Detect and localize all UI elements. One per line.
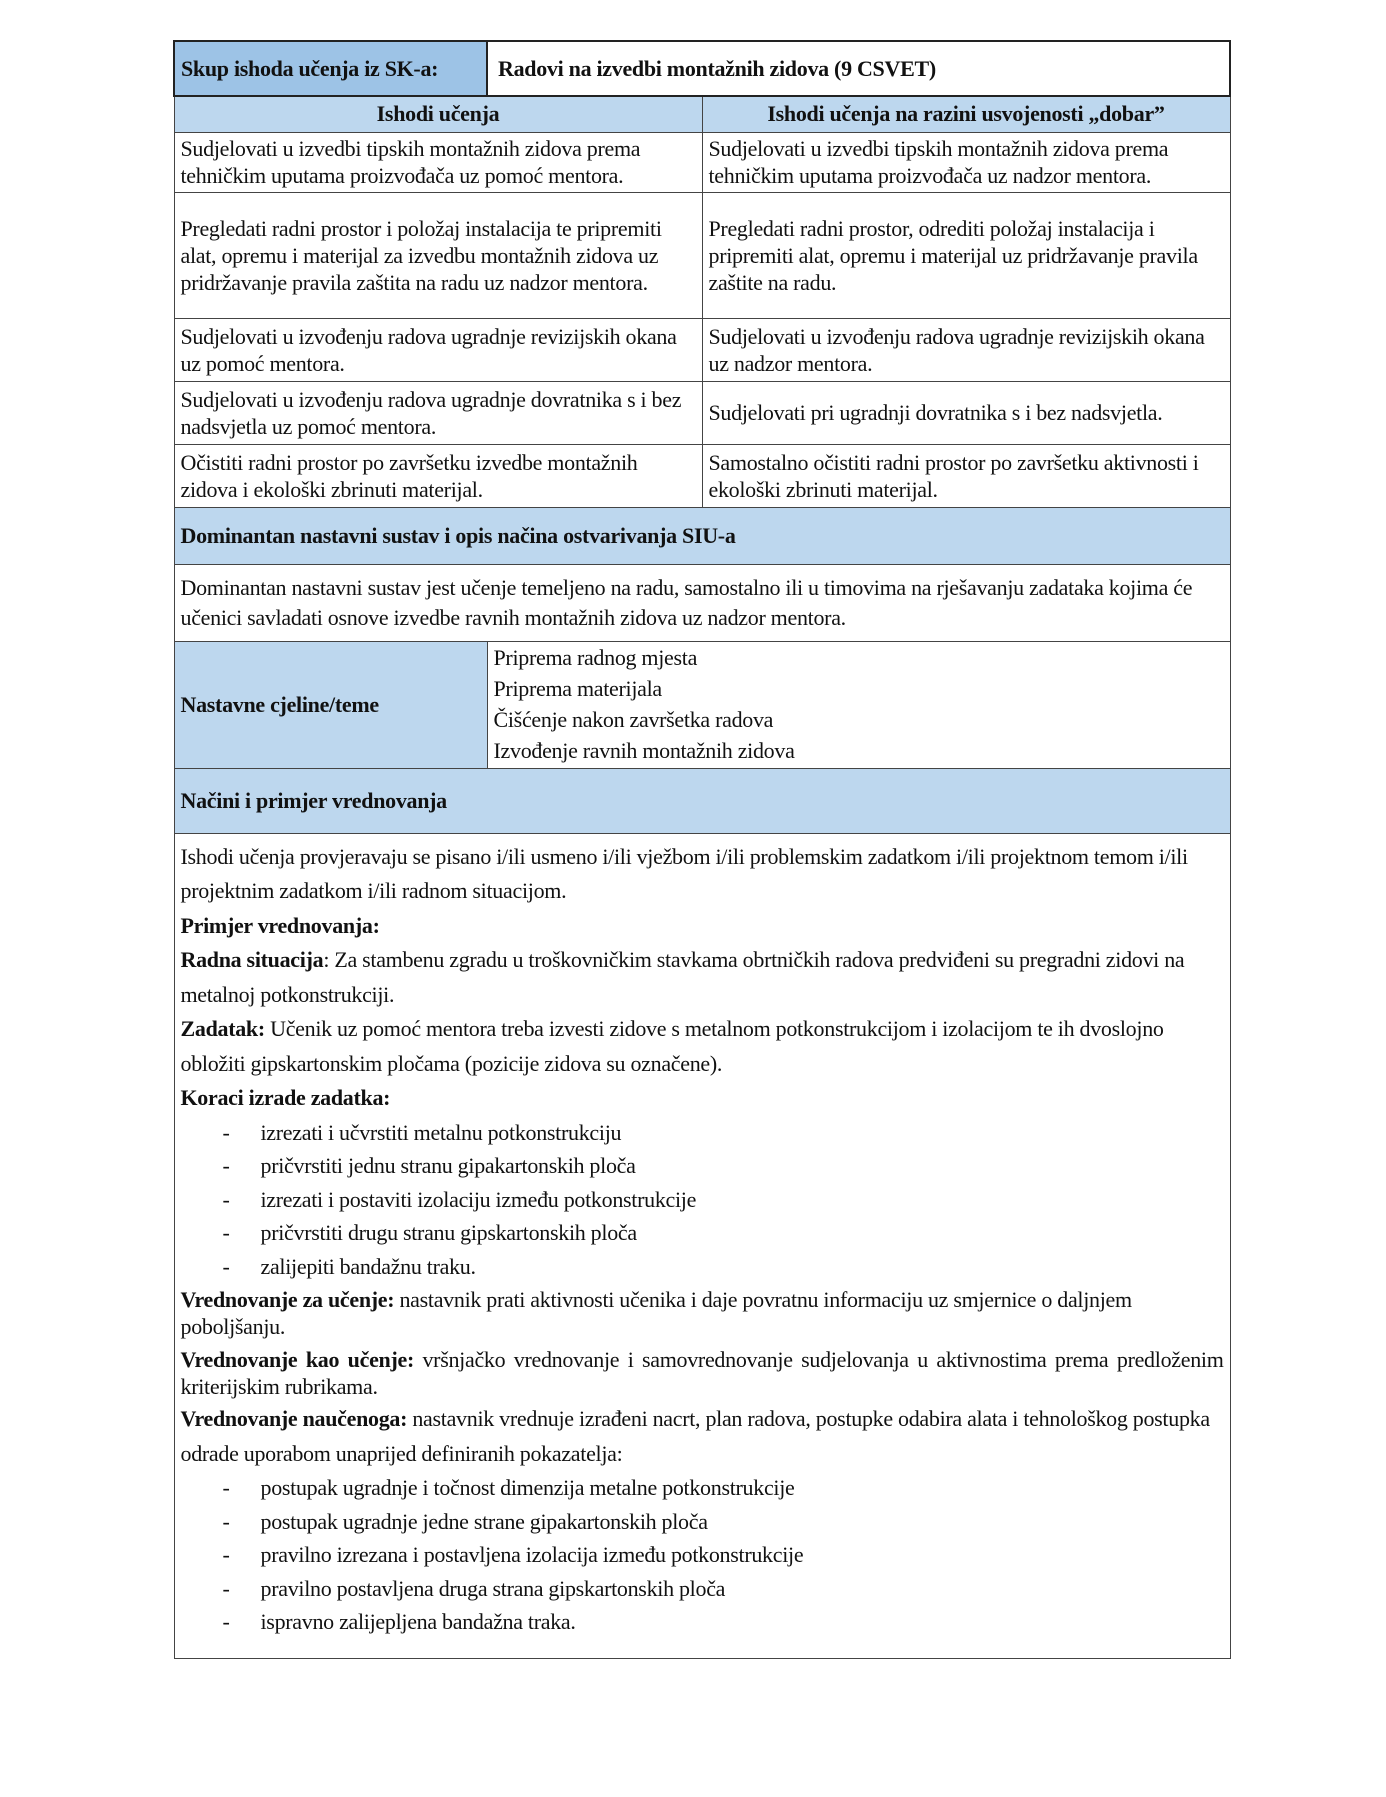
evaluation-body bbox=[174, 833, 1230, 1658]
outcome-cell: Pregledati radni prostor i položaj instalacija te pripremiti alat, opremu i materijal za izvedbu montažnih zidova uz pridržavanje pravila zaštita na radu uz nadzor mentora. bbox=[174, 192, 702, 318]
topics-label: Nastavne cjeline/teme bbox=[174, 641, 487, 768]
steps-heading: Koraci izrade zadatka: bbox=[180, 1085, 391, 1110]
dash-bullet-icon: - bbox=[222, 1119, 230, 1145]
topic-item: Čišćenje nakon završetka radova bbox=[493, 706, 774, 732]
eval-as-learning: Vrednovanje kao učenje: vršnjačko vrednovanje i samovrednovanje sudjelovanja u aktivnostima prema predloženim kriterijskim rubrikama. bbox=[180, 1347, 1224, 1399]
topic-item: Priprema radnog mjesta bbox=[493, 644, 698, 670]
dominant-text-row bbox=[174, 564, 1230, 641]
indicator-item: - postupak ugradnje jedne strane gipakartonskih ploča bbox=[181, 1505, 1224, 1539]
work-situation-label: Radna situacija bbox=[180, 947, 324, 972]
outcome-row bbox=[174, 192, 1230, 318]
outcome-row bbox=[174, 132, 1230, 192]
good-level-cell: Sudjelovati u izvođenju radova ugradnje revizijskih okana uz nadzor mentora. bbox=[702, 318, 1230, 381]
good-level-cell: Sudjelovati pri ugradnji dovratnika s i bez nadsvjetla. bbox=[702, 381, 1230, 444]
dash-bullet-icon: - bbox=[222, 1508, 230, 1534]
indicators-list bbox=[181, 1471, 1224, 1639]
outcome-cell: Sudjelovati u izvedbi tipskih montažnih zidova prema tehničkim uputama proizvođača uz pomoć mentora. bbox=[174, 132, 702, 192]
outcomes-table bbox=[173, 40, 1231, 1659]
task-label: Zadatak: bbox=[180, 1016, 265, 1041]
topics-row bbox=[174, 641, 1230, 768]
outcome-cell: Sudjelovati u izvođenju radova ugradnje dovratnika s i bez nadsvjetla uz pomoć mentora. bbox=[174, 381, 702, 444]
set-label: Skup ishoda učenja iz SK-a: bbox=[174, 41, 487, 96]
outcome-cell: Očistiti radni prostor po završetku izvedbe montažnih zidova i ekološki zbrinuti materijal. bbox=[174, 444, 702, 507]
eval-for-learning: Vrednovanje za učenje: nastavnik prati aktivnosti učenika i daje povratnu informaciju uz smjernice o daljnjem poboljšanju. bbox=[180, 1287, 1132, 1339]
topics-list bbox=[487, 641, 1230, 768]
col-header-good-level: Ishodi učenja na razini usvojenosti „dobar” bbox=[702, 96, 1230, 132]
set-title: Radovi na izvedbi montažnih zidova (9 CSVET) bbox=[487, 41, 1230, 96]
step-item: - pričvrstiti drugu stranu gipskartonskih ploča bbox=[181, 1216, 1224, 1250]
outcome-cell: Sudjelovati u izvođenju radova ugradnje revizijskih okana uz pomoć mentora. bbox=[174, 318, 702, 381]
dash-bullet-icon: - bbox=[222, 1153, 230, 1178]
step-item: - izrezati i postaviti izolaciju između potkonstrukcije bbox=[181, 1183, 1224, 1217]
dominant-title: Dominantan nastavni sustav i opis načina ostvarivanja SIU-a bbox=[174, 507, 1230, 564]
evaluation-intro: Ishodi učenja provjeravaju se pisano i/ili usmeno i/ili vježbom i/ili problemskim zadatkom i/ili projektnom temom i/ili projektnim zadatkom i/ili radnom situacijom. bbox=[180, 843, 1188, 903]
task bbox=[181, 1012, 1224, 1081]
eval-of-learning: Vrednovanje naučenoga: nastavnik vrednuje izrađeni nacrt, plan radova, postupke odabira alata i tehnološkog postupka odrade uporabom unaprijed definiranih pokazatelja: bbox=[180, 1406, 1210, 1466]
indicator-item: - postupak ugradnje i točnost dimenzija metalne potkonstrukcije bbox=[181, 1471, 1224, 1505]
steps-list bbox=[181, 1116, 1224, 1284]
outcomes-header-row bbox=[174, 96, 1230, 132]
eval-of-learning-label: Vrednovanje naučenoga: bbox=[180, 1406, 408, 1431]
indicator-item: - pravilno postavljena druga strana gipskartonskih ploča bbox=[181, 1572, 1224, 1606]
work-situation-text: : Za stambenu zgradu u troškovničkim stavkama obrtničkih radova predviđeni su pregradni zidovi na metalnoj potkonstrukciji. bbox=[180, 947, 1185, 1007]
eval-for-learning-label: Vrednovanje za učenje: bbox=[180, 1287, 395, 1312]
outcome-row bbox=[174, 318, 1230, 381]
indicator-item: - ispravno zalijepljena bandažna traka. bbox=[181, 1605, 1224, 1639]
dash-bullet-icon: - bbox=[222, 1575, 230, 1601]
title-row bbox=[174, 41, 1230, 96]
evaluation-title: Načini i primjer vrednovanja bbox=[174, 768, 1230, 833]
evaluation-body-row bbox=[174, 833, 1230, 1658]
curriculum-document bbox=[173, 40, 1229, 1659]
good-level-cell: Sudjelovati u izvedbi tipskih montažnih zidova prema tehničkim uputama proizvođača uz nadzor mentora. bbox=[702, 132, 1230, 192]
dominant-text: Dominantan nastavni sustav jest učenje temeljeno na radu, samostalno ili u timovima na rješavanju zadataka kojima će učenici savladati osnove izvedbe ravnih montažnih zidova uz nadzor mentora. bbox=[174, 564, 1230, 641]
topic-item: Izvođenje ravnih montažnih zidova bbox=[493, 737, 795, 763]
task-text: Učenik uz pomoć mentora treba izvesti zidove s metalnom potkonstrukcijom i izolacijom te ih dvoslojno obložiti gipskartonskim pločama (pozicije zidova su označene). bbox=[180, 1016, 1164, 1076]
indicator-item: - pravilno izrezana i postavljena izolacija između potkonstrukcije bbox=[181, 1538, 1224, 1572]
eval-as-learning-label: Vrednovanje kao učenje: bbox=[180, 1347, 414, 1372]
dominant-header-row bbox=[174, 507, 1230, 564]
good-level-cell: Pregledati radni prostor, odrediti položaj instalacija i pripremiti alat, opremu i materijal uz pridržavanje pravila zaštite na radu. bbox=[702, 192, 1230, 318]
step-item: - pričvrstiti jednu stranu gipakartonskih ploča bbox=[181, 1149, 1224, 1183]
dash-bullet-icon: - bbox=[222, 1475, 230, 1500]
work-situation bbox=[181, 943, 1224, 1012]
good-level-cell: Samostalno očistiti radni prostor po završetku aktivnosti i ekološki zbrinuti materijal. bbox=[702, 444, 1230, 507]
topic-item: Priprema materijala bbox=[493, 675, 662, 701]
step-item: - zalijepiti bandažnu traku. bbox=[181, 1250, 1224, 1284]
step-item: - izrezati i učvrstiti metalnu potkonstrukciju bbox=[181, 1116, 1224, 1150]
outcome-row bbox=[174, 381, 1230, 444]
dash-bullet-icon: - bbox=[222, 1609, 230, 1634]
col-header-outcomes: Ishodi učenja bbox=[174, 96, 702, 132]
dash-bullet-icon: - bbox=[222, 1542, 230, 1567]
dash-bullet-icon: - bbox=[222, 1253, 230, 1279]
example-heading: Primjer vrednovanja: bbox=[180, 912, 380, 938]
outcome-row bbox=[174, 444, 1230, 507]
evaluation-header-row bbox=[174, 768, 1230, 833]
dash-bullet-icon: - bbox=[222, 1220, 230, 1245]
dash-bullet-icon: - bbox=[222, 1186, 230, 1212]
